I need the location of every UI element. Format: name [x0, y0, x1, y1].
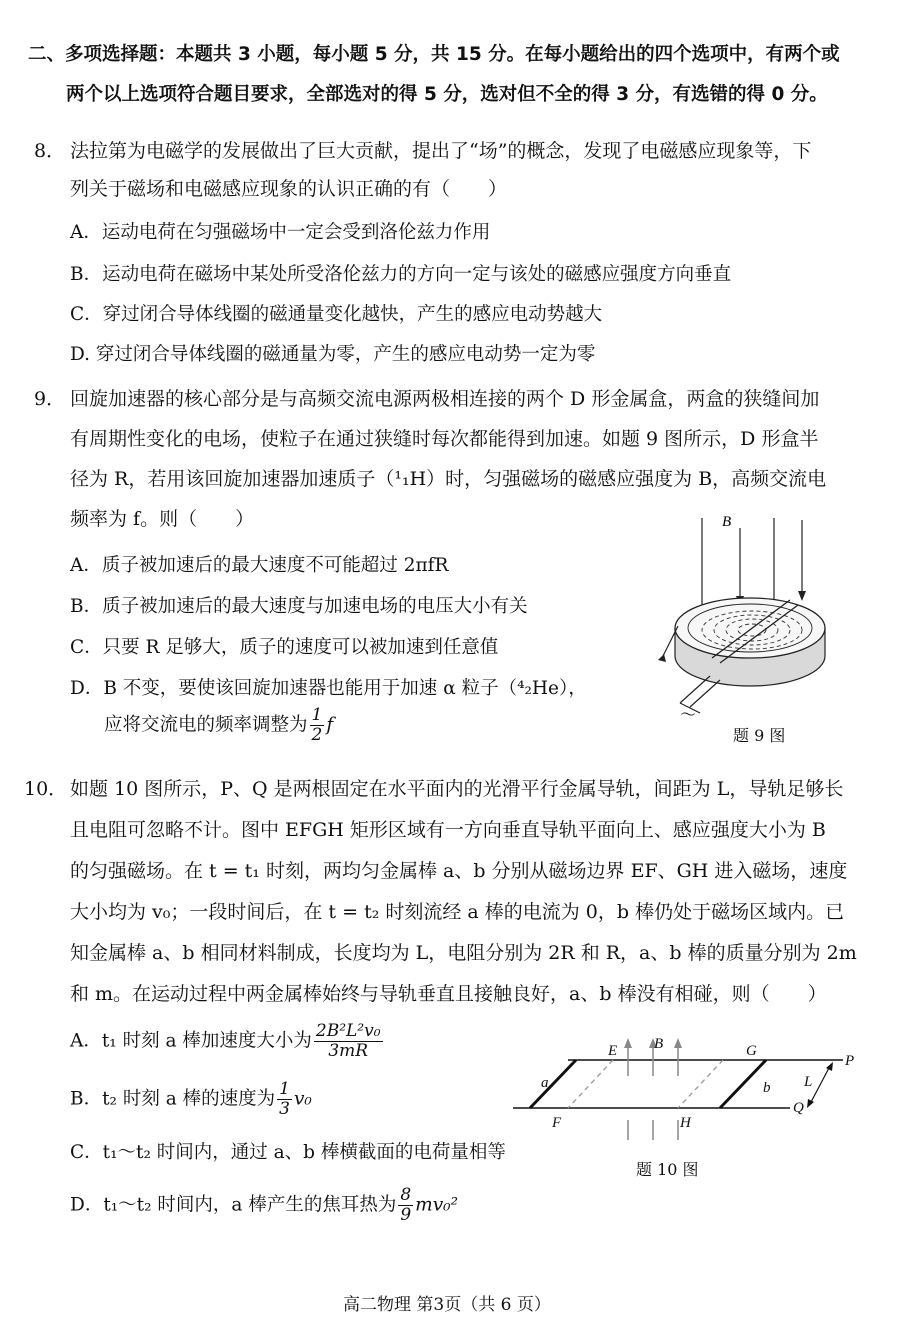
fraction: [277, 1080, 292, 1119]
rail-figure: [508, 1030, 868, 1145]
label-g: G: [746, 1043, 757, 1059]
question-stem: 如题 10 图所示，P、Q 是两根固定在水平面内的光滑平行金属导轨，间距为 L，导轨足够长: [70, 778, 844, 800]
question-number: 10．: [24, 778, 68, 800]
question-stem: 法拉第为电磁学的发展做出了巨大贡献，提出了“场”的概念，发现了电磁感应现象等，下: [70, 140, 812, 162]
question-stem: 大小均为 v₀；一段时间后，在 t = t₂ 时刻流经 a 棒的电流为 0，b 棒仍处于磁场区域内。已: [70, 901, 845, 923]
question-stem: 和 m。在运动过程中两金属棒始终与导轨垂直且接触良好，a、b 棒没有相碰，则（ ）: [70, 983, 827, 1005]
fraction-numerator: 1: [279, 1079, 290, 1099]
boundary-ef: [568, 1060, 613, 1108]
option-a: A．运动电荷在匀强磁场中一定会受到洛伦兹力作用: [70, 222, 491, 243]
fraction: [314, 1022, 383, 1061]
fraction-denominator: 9: [400, 1205, 412, 1225]
label-a: a: [541, 1075, 549, 1091]
option-c: C．只要 R 足够大，质子的速度可以被加速到任意值: [70, 637, 499, 658]
option-text: f: [326, 714, 334, 736]
option-text: A．t₁ 时刻 a 棒加速度大小为: [70, 1030, 312, 1052]
option-d: D．B 不变，要使该回旋加速器也能用于加速 α 粒子（⁴₂He），: [70, 678, 587, 699]
option-d: [70, 1186, 458, 1225]
label-h: H: [680, 1115, 691, 1131]
label-l: L: [804, 1074, 813, 1090]
dimension-arrowhead: [826, 1062, 833, 1071]
field-arrowheads: [624, 1038, 682, 1048]
fraction-denominator: 3: [279, 1099, 290, 1119]
fraction-numerator: 8: [400, 1185, 412, 1205]
question-stem: 频率为 f。则（ ）: [70, 508, 255, 530]
dimension-l: [810, 1066, 830, 1104]
label-q: Q: [793, 1100, 804, 1116]
fraction-numerator: 2B²L²v₀: [315, 1021, 381, 1041]
option-text: v₀: [293, 1088, 312, 1110]
figure-10-caption: 题 10 图: [636, 1160, 699, 1179]
option-d: D. 穿过闭合导体线圈的磁通量为零，产生的感应电动势一定为零: [70, 344, 596, 365]
fraction: [310, 706, 325, 745]
boundary-gh: [678, 1060, 723, 1108]
option-b: [70, 1080, 312, 1119]
question-stem: 列关于磁场和电磁感应现象的认识正确的有（ ）: [70, 178, 508, 200]
option-c: C．t₁～t₂ 时间内，通过 a、b 棒横截面的电荷量相等: [70, 1142, 506, 1163]
question-number: 9．: [34, 388, 66, 410]
rod-a: [530, 1060, 576, 1108]
rod-b: [720, 1060, 766, 1108]
label-b: B: [654, 1036, 664, 1052]
label-p: P: [845, 1053, 855, 1069]
option-text: D．t₁～t₂ 时间内，a 棒产生的焦耳热为: [70, 1194, 397, 1216]
section-header-line2: 两个以上选项符合题目要求，全部选对的得 5 分，选对但不全的得 3 分，有选错的得 0 分。: [66, 84, 828, 105]
question-number: 8．: [34, 140, 66, 162]
option-b: B．质子被加速后的最大速度与加速电场的电压大小有关: [70, 596, 528, 617]
ac-symbol: ～: [680, 707, 697, 723]
question-stem: 回旋加速器的核心部分是与高频交流电源两极相连接的两个 D 形金属盒，两盒的狭缝间加: [70, 388, 820, 410]
question-stem: 有周期性变化的电场，使粒子在通过狭缝时每次都能得到加速。如题 9 图所示，D 形盒半: [70, 428, 819, 450]
page-footer: 高二物理 第3页（共 6 页）: [343, 1295, 551, 1315]
figure-9-caption: 题 9 图: [733, 726, 786, 745]
figure-labels: [541, 1036, 854, 1131]
fraction-denominator: 2: [311, 725, 323, 745]
cyclotron-figure: [640, 508, 840, 723]
option-text: mv₀²: [415, 1194, 458, 1216]
option-text: 应将交流电的频率调整为: [104, 714, 308, 736]
label-b-rod: b: [763, 1080, 771, 1096]
option-b: B．运动电荷在磁场中某处所受洛伦兹力的方向一定与该处的磁感应强度方向垂直: [70, 264, 732, 285]
question-stem: 知金属棒 a、b 相同材料制成，长度均为 L，电阻分别为 2R 和 R，a、b 棒的质量分别为 2m: [70, 942, 857, 964]
question-stem: 且电阻可忽略不计。图中 EFGH 矩形区域有一方向垂直导轨平面向上、感应强度大小为 B: [70, 819, 826, 841]
option-a: [70, 1022, 385, 1061]
fraction-denominator: 3mR: [328, 1041, 369, 1061]
label-f: F: [552, 1115, 562, 1131]
exit-arrowhead: [658, 654, 666, 662]
label-b: B: [722, 514, 732, 530]
option-text: B．t₂ 时刻 a 棒的速度为: [70, 1088, 276, 1110]
option-a: A．质子被加速后的最大速度不可能超过 2πfR: [70, 555, 449, 576]
fraction: [398, 1186, 413, 1225]
option-c: C．穿过闭合导体线圈的磁通量变化越快，产生的感应电动势越大: [70, 304, 603, 325]
section-header-line1: 二、多项选择题：本题共 3 小题，每小题 5 分，共 15 分。在每小题给出的四个选项中，有两个或: [28, 44, 840, 65]
question-stem: 径为 R，若用该回旋加速器加速质子（¹₁H）时，匀强磁场的磁感应强度为 B，高频交流电: [70, 468, 827, 490]
option-d-continued: [104, 706, 333, 745]
fraction-numerator: 1: [311, 705, 323, 725]
question-stem: 的匀强磁场。在 t = t₁ 时刻，两均匀金属棒 a、b 分别从磁场边界 EF、GH 进入磁场，速度: [70, 860, 848, 882]
dimension-arrowhead: [807, 1099, 814, 1108]
label-e: E: [608, 1043, 618, 1059]
